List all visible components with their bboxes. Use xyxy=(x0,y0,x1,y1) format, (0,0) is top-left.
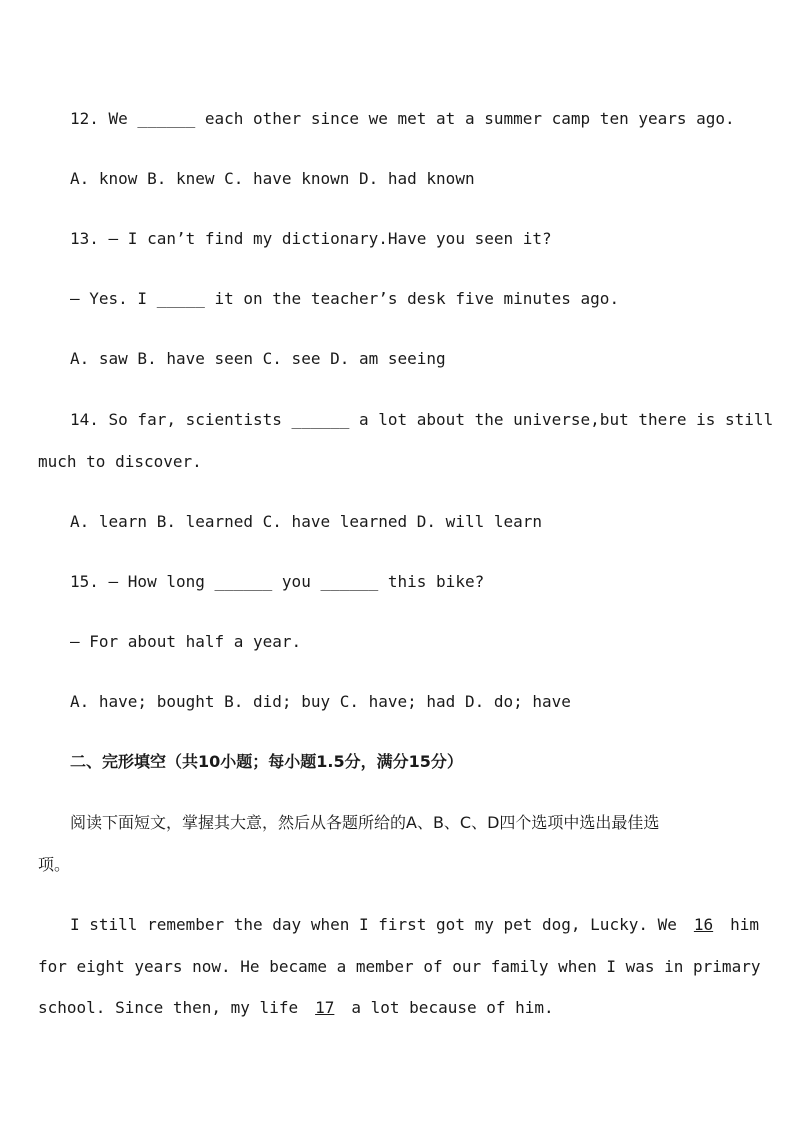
passage-line-1 xyxy=(70,915,759,935)
question-14-stem-continued: much to discover. xyxy=(38,452,202,471)
question-12-stem: 12. We ______ each other since we met at a summer camp ten years ago. xyxy=(70,109,735,128)
question-14-options: A. learn B. learned C. have learned D. will learn xyxy=(70,512,543,531)
passage-text: a lot because of him. xyxy=(351,998,554,1017)
section-2-heading: 二、完形填空（共10小题；每小题1.5分，满分15分） xyxy=(70,752,463,771)
passage-text: I still remember the day when I first got my pet dog, Lucky. We xyxy=(70,915,677,934)
question-14-stem: 14. So far, scientists ______ a lot about the universe,but there is still xyxy=(70,410,774,429)
blank-17: 17 xyxy=(315,998,335,1017)
question-13-options: A. saw B. have seen C. see D. am seeing xyxy=(70,349,446,368)
passage-line-3 xyxy=(38,998,554,1018)
question-12-options: A. know B. knew C. have known D. had known xyxy=(70,169,475,188)
question-15-options: A. have; bought B. did; buy C. have; had D. do; have xyxy=(70,692,571,711)
passage-text: him xyxy=(730,915,760,934)
passage-line-2: for eight years now. He became a member of our family when I was in primary xyxy=(38,957,761,976)
question-15-stem: 15. — How long ______ you ______ this bike? xyxy=(70,572,485,591)
question-15-reply: — For about half a year. xyxy=(70,632,302,651)
question-13-reply: — Yes. I _____ it on the teacher’s desk five minutes ago. xyxy=(70,289,620,308)
blank-16: 16 xyxy=(693,915,714,934)
question-13-stem: 13. — I can’t find my dictionary.Have you seen it? xyxy=(70,229,552,248)
passage-text: school. Since then, my life xyxy=(38,998,299,1017)
section-2-instruction-line-1: 阅读下面短文，掌握其大意，然后从各题所给的A、B、C、D四个选项中选出最佳选 xyxy=(70,813,660,832)
section-2-instruction-line-2: 项。 xyxy=(38,855,71,874)
